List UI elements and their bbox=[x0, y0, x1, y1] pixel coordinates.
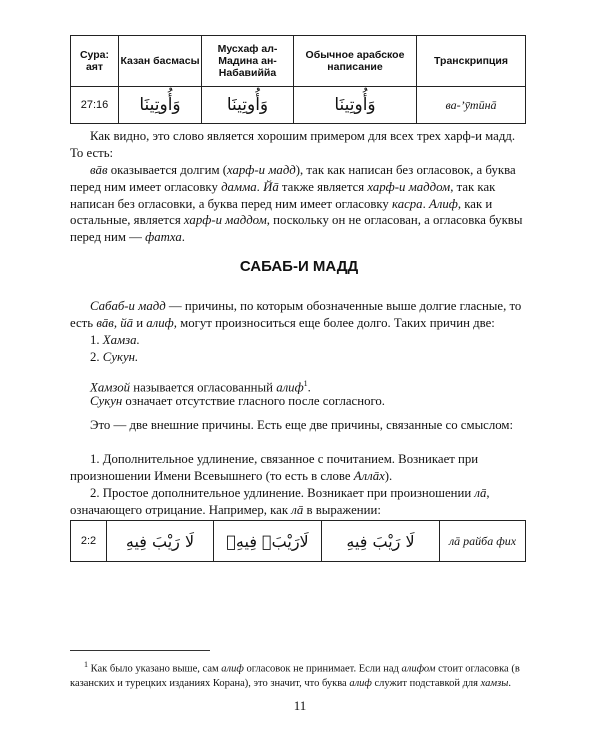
text: . bbox=[256, 179, 264, 194]
term: фатха bbox=[145, 230, 182, 245]
text: . bbox=[508, 677, 511, 689]
term: вāв, йā bbox=[96, 315, 134, 330]
term: Аллāх bbox=[353, 468, 385, 483]
term: Сукун bbox=[90, 394, 123, 408]
text: 2. Простое дополнительное удлинение. Возникает при произношении bbox=[90, 486, 475, 500]
term: Хамзой bbox=[90, 380, 131, 395]
paragraph-sabab bbox=[70, 298, 528, 332]
term: алиф, bbox=[146, 315, 177, 330]
text: служит подставкой для bbox=[371, 677, 481, 689]
transcription-cell: ва-’ӯтӣнā bbox=[417, 87, 526, 124]
table-row bbox=[71, 521, 526, 562]
term: Алиф bbox=[428, 196, 458, 211]
list-number: 2. bbox=[90, 350, 103, 364]
footnote bbox=[70, 658, 528, 691]
page-number: 11 bbox=[293, 698, 307, 713]
term: лā bbox=[474, 486, 487, 500]
reason-item-2 bbox=[70, 485, 528, 519]
term: алиф bbox=[221, 663, 244, 675]
transcription-cell: лā райба фих bbox=[440, 521, 526, 562]
sura-ayat-cell: 2:2 bbox=[71, 521, 107, 562]
footnote-mark: 1 bbox=[84, 660, 88, 669]
header-cell: Сура: аят bbox=[71, 36, 119, 87]
text: — причины, по которым обозначенные выше долгие гласные, то есть bbox=[70, 299, 522, 330]
text: , означающего отрицание. Например, как bbox=[70, 486, 490, 517]
text: могут произноситься еще более долго. Таких причин две: bbox=[176, 315, 495, 330]
term: харф-и маддом bbox=[367, 179, 451, 194]
text: . bbox=[422, 196, 429, 211]
list-text: Сукун. bbox=[102, 350, 139, 364]
term: Сабаб-и мадд bbox=[90, 299, 166, 313]
list-number: 1. bbox=[90, 333, 103, 347]
text: ). bbox=[384, 468, 393, 483]
text: , так как написан без огласовки, а буква перед ним имеет огласовку bbox=[70, 179, 496, 211]
sura-ayat-cell: 27:16 bbox=[71, 87, 119, 124]
term: дамма bbox=[221, 179, 257, 194]
example-table bbox=[70, 520, 526, 562]
madina-cell: لَارَيْبَۛ فِيهِۛ bbox=[214, 521, 322, 562]
header-cell: Казан басмасы bbox=[119, 36, 202, 87]
text: 1. Дополнительное удлинение, связанное с почитанием. Возникает при произношении Имени Всевышнего (то есть в слове bbox=[70, 452, 479, 483]
list-item bbox=[70, 332, 528, 349]
term: Йā bbox=[263, 179, 279, 194]
term: алиф bbox=[276, 380, 304, 395]
text: и bbox=[133, 315, 147, 330]
text: также является bbox=[278, 179, 368, 194]
text: в выражении: bbox=[303, 502, 381, 517]
text: . bbox=[181, 230, 185, 245]
term: алифом bbox=[401, 663, 436, 675]
term: алиф bbox=[349, 677, 372, 689]
term: харф-и мадд bbox=[227, 163, 296, 177]
kazan-cell: لَا رَيْبَ فِيهِ bbox=[107, 521, 214, 562]
term: харф-и маддом bbox=[183, 213, 267, 228]
table-row bbox=[71, 87, 526, 124]
term: вāв bbox=[90, 163, 108, 177]
list-item bbox=[70, 349, 528, 366]
text: , поскольку он не огласован, а огласовка буквы перед ним — bbox=[70, 213, 523, 245]
term: хамзы bbox=[480, 677, 509, 689]
footnote-ref[interactable]: 1 bbox=[303, 379, 308, 388]
footnote-divider bbox=[70, 650, 210, 651]
text: оказывается долгим ( bbox=[107, 163, 227, 177]
transcription-table bbox=[70, 35, 526, 124]
text: стоит огласовка (в казанских и турецких изданиях Корана), это значит, что буква bbox=[70, 663, 520, 689]
header-cell: Мусхаф ал-Мадина ан-Набавиййа bbox=[202, 36, 294, 87]
term: лā bbox=[291, 502, 304, 517]
ordinary-cell: وَأُوتِينَا bbox=[294, 87, 417, 124]
text: Как было указано выше, сам bbox=[90, 663, 222, 675]
text: называется огласованный bbox=[130, 380, 277, 395]
kazan-cell: وَأُوتِينَا bbox=[119, 87, 202, 124]
madina-cell: وَأُوتِينَا bbox=[202, 87, 294, 124]
table-header-row bbox=[71, 36, 526, 87]
text: огласовок не принимает. Если над bbox=[243, 663, 402, 675]
header-cell: Транскрипция bbox=[417, 36, 526, 87]
ordinary-cell: لَا رَيْبَ فِيهِ bbox=[322, 521, 440, 562]
text: означает отсутствие гласного после согласного. bbox=[122, 394, 385, 408]
paragraph-intro: Как видно, это слово является хорошим примером для всех трех харф-и мадд. То есть: bbox=[70, 129, 516, 160]
list-text: Хамза. bbox=[102, 333, 140, 347]
reason-item-1 bbox=[70, 451, 528, 485]
text: ), так как написан без огласовок, а буква перед ним имеет огласовку bbox=[70, 163, 516, 194]
header-cell: Обычное арабское написание bbox=[294, 36, 417, 87]
paragraph-explanation bbox=[70, 162, 528, 246]
section-heading: САБАБ-И МАДД bbox=[239, 258, 359, 275]
paragraph-reasons: Это — две внешние причины. Есть еще две причины, связанные со смыслом: bbox=[90, 418, 514, 432]
paragraph-sukun bbox=[70, 393, 528, 410]
text: . bbox=[307, 380, 311, 395]
text: , как и остальные, является bbox=[70, 196, 493, 228]
term: касра bbox=[392, 196, 423, 211]
